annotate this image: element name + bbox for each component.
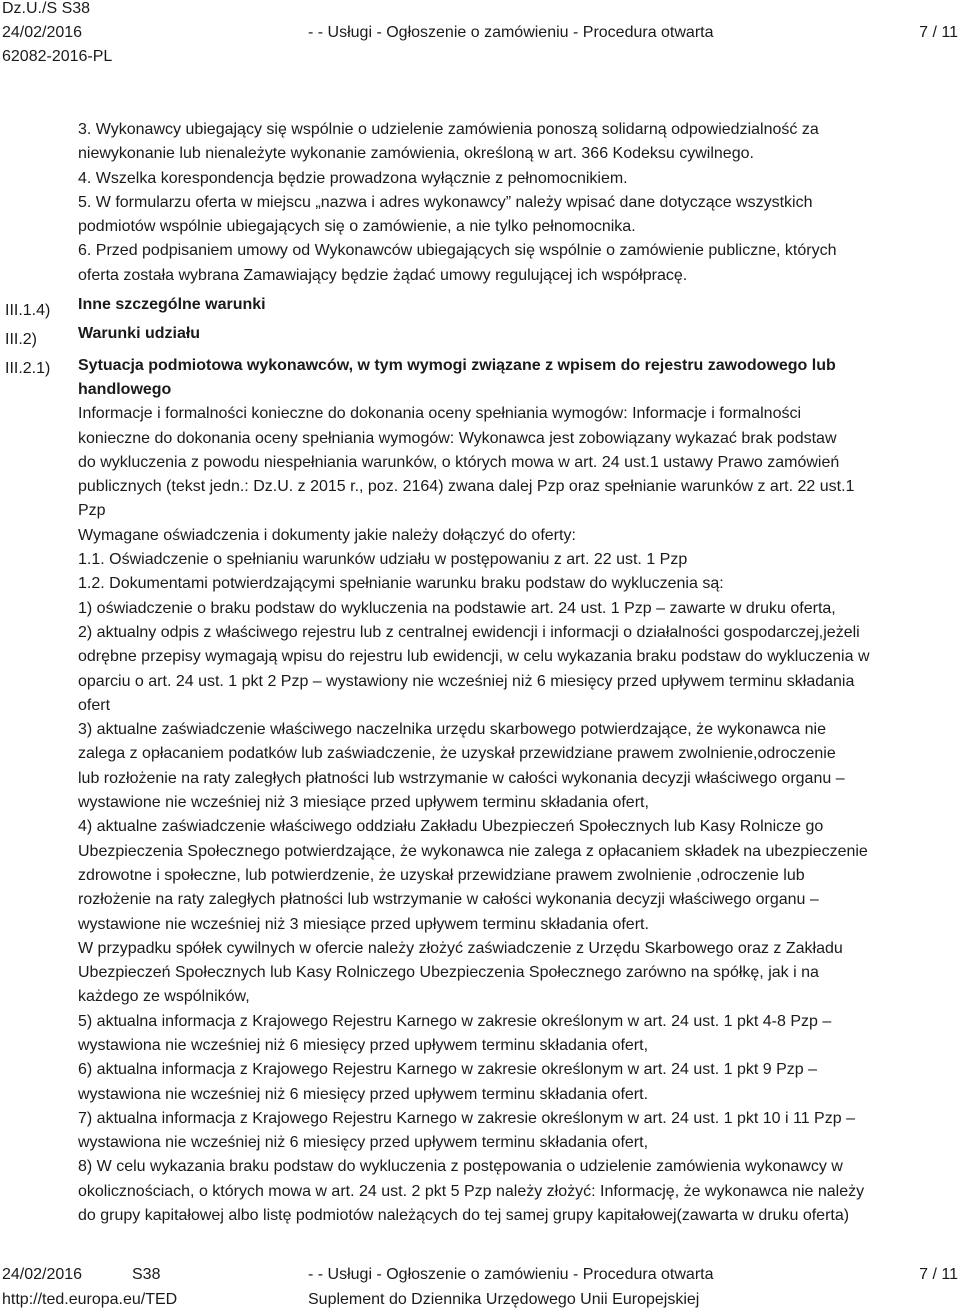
text-line: każdego ze wspólników, [78, 988, 250, 1006]
text-line: do wykluczenia z powodu niespełniania warunków, o których mowa w art. 24 ust.1 ustawy Prawo zamówień [78, 453, 840, 471]
text-line: 7) aktualna informacja z Krajowego Rejestru Karnego w zakresie określonym w art. 24 ust. 1 pkt 10 i 11 Pzp – [78, 1109, 855, 1127]
footer-page-number: 7 / 11 [919, 1266, 958, 1283]
text-line: 5) aktualna informacja z Krajowego Rejestru Karnego w zakresie określonym w art. 24 ust. 1 pkt 4-8 Pzp – [78, 1012, 832, 1030]
section-label-iii-2: III.2) [5, 331, 38, 348]
text-line: W przypadku spółek cywilnych w ofercie należy złożyć zaświadczenie z Urzędu Skarbowego oraz z Zakładu [78, 939, 843, 957]
text-line: niewykonanie lub nienależyte wykonanie zamówienia, określoną w art. 366 Kodeksu cywilnego. [78, 145, 754, 163]
text-line: ofert [78, 696, 111, 714]
header-title: - - Usługi - Ogłoszenie o zamówieniu - Procedura otwarta [308, 24, 714, 41]
section-label-iii-2-1: III.2.1) [5, 360, 51, 377]
text-line: Ubezpieczenia Społecznego potwierdzające, że wykonawca nie zalega z opłacaniem składek na ubezpieczenie [78, 842, 868, 860]
journal-reference: Dz.U./S S38 [2, 0, 91, 17]
text-line: wystawione nie wcześniej niż 3 miesiące przed upływem terminu składania ofert, [78, 794, 649, 812]
page-header [2, 0, 958, 69]
page-footer [2, 1263, 958, 1313]
text-line: 3) aktualne zaświadczenie właściwego naczelnika urzędu skarbowego potwierdzające, że wykonawca nie [78, 721, 826, 739]
text-line: zalega z opłacaniem podatków lub zaświadczenie, że uzyskał przewidziane prawem zwolnienie,odroczenie [78, 745, 836, 763]
notice-body [78, 118, 956, 1228]
text-line: podmiotów wspólnie ubiegających się o zamówienie, a nie tylko pełnomocnika. [78, 218, 636, 236]
text-line: 1) oświadczenie o braku podstaw do wykluczenia na podstawie art. 24 ust. 1 Pzp – zawarte w druku oferta, [78, 599, 836, 617]
text-line: wystawiona nie wcześniej niż 6 miesięcy przed upływem terminu składania ofert, [78, 1134, 649, 1152]
notice-id: 62082-2016-PL [2, 48, 113, 65]
text-line: Pzp [78, 502, 106, 520]
text-line: lub rozłożenie na raty zaległych płatności lub wstrzymanie w całości wykonania decyzji właściwego organu – [78, 769, 845, 787]
text-line: oferta została wybrana Zamawiający będzie żądać umowy regulującej ich współpracę. [78, 266, 688, 284]
text-line: do grupy kapitałowej albo listę podmiotów należących do tej samej grupy kapitałowej(zawarta w druku oferta) [78, 1207, 850, 1225]
subsection-heading: handlowego [78, 380, 172, 398]
text-line: publicznych (tekst jedn.: Dz.U. z 2015 r., poz. 2164) zwana dalej Pzp oraz spełnianie warunków z art. 22 ust.1 [78, 478, 855, 496]
footer-date: 24/02/2016 [2, 1266, 83, 1283]
text-line: Informacje i formalności konieczne do dokonania oceny spełniania wymogów: Informacje i formalności [78, 405, 802, 423]
text-line: 6) aktualna informacja z Krajowego Rejestru Karnego w zakresie określonym w art. 24 ust. 1 pkt 9 Pzp – [78, 1061, 818, 1079]
text-line: 1.2. Dokumentami potwierdzającymi spełnianie warunku braku podstaw do wykluczenia są: [78, 575, 724, 593]
text-line: 4. Wszelka korespondencja będzie prowadzona wyłącznie z pełnomocnikiem. [78, 169, 628, 187]
footer-series: S38 [132, 1266, 161, 1283]
text-line: okolicznościach, o których mowa w art. 24 ust. 2 pkt 5 Pzp należy złożyć: Informację, że wykonawca nie należy [78, 1182, 865, 1200]
text-line: 3. Wykonawcy ubiegający się wspólnie o udzielenie zamówienia ponoszą solidarną odpowiedzialność za [78, 121, 819, 138]
text-line: Ubezpieczeń Społecznych lub Kasy Rolniczego Ubezpieczenia Społecznego zarówno na spółkę, jak i na [78, 964, 819, 982]
text-line: oparciu o art. 24 ust. 1 pkt 2 Pzp – wystawiony nie wcześniej niż 6 miesięcy przed upływem terminu składania [78, 672, 855, 690]
text-line: wystawiona nie wcześniej niż 6 miesięcy przed upływem terminu składania ofert. [78, 1085, 649, 1103]
header-page-number: 7 / 11 [919, 24, 958, 41]
footer-supplement: Suplement do Dziennika Urzędowego Unii Europejskiej [308, 1291, 700, 1308]
text-line: 6. Przed podpisaniem umowy od Wykonawców ubiegających się wspólnie o zamówienie publiczne, których [78, 242, 837, 260]
footer-title: - - Usługi - Ogłoszenie o zamówieniu - Procedura otwarta [308, 1266, 714, 1283]
text-line: 2) aktualny odpis z właściwego rejestru lub z centralnej ewidencji i informacji o działalności gospodarczej,jeżeli [78, 623, 860, 641]
text-line: wystawiona nie wcześniej niż 6 miesięcy przed upływem terminu składania ofert, [78, 1036, 649, 1054]
section-heading: Inne szczególne warunki [78, 296, 266, 314]
text-line: 8) W celu wykazania braku podstaw do wykluczenia z postępowania o udzielenie zamówienia wykonawcy w [78, 1158, 843, 1176]
text-line: 4) aktualne zaświadczenie właściwego oddziału Zakładu Ubezpieczeń Społecznych lub Kasy Rolnicze go [78, 818, 824, 836]
text-line: 1.1. Oświadczenie o spełnianiu warunków udziału w postępowaniu z art. 22 ust. 1 Pzp [78, 551, 688, 569]
footer-url-link[interactable]: http://ted.europa.eu/TED [2, 1291, 178, 1308]
subsection-heading: Sytuacja podmiotowa wykonawców, w tym wymogi związane z wpisem do rejestru zawodowego lub [78, 356, 836, 374]
text-line: zdrowotne i społeczne, lub potwierdzenie, że uzyskał przewidziane prawem zwolnienie ,odroczenie lub [78, 866, 805, 884]
section-heading: Warunki udziału [78, 325, 201, 343]
text-line: 5. W formularzu oferta w miejscu „nazwa i adres wykonawcy” należy wpisać dane dotyczące wszystkich [78, 193, 813, 211]
text-line: konieczne do dokonania oceny spełniania wymogów: Wykonawca jest zobowiązany wykazać brak podstaw [78, 429, 837, 447]
text-line: odrębne przepisy wymagają wpisu do rejestru lub ewidencji, w celu wykazania braku podstaw do wykluczenia w [78, 648, 870, 666]
text-line: rozłożenie na raty zaległych płatności lub wstrzymanie w całości wykonania decyzji właściwego organu – [78, 891, 819, 909]
section-label-iii-1-4: III.1.4) [5, 302, 51, 319]
text-line: wystawione nie wcześniej niż 3 miesiące przed upływem terminu składania ofert. [78, 915, 649, 933]
text-line: Wymagane oświadczenia i dokumenty jakie należy dołączyć do oferty: [78, 526, 576, 544]
header-date: 24/02/2016 [2, 24, 83, 41]
